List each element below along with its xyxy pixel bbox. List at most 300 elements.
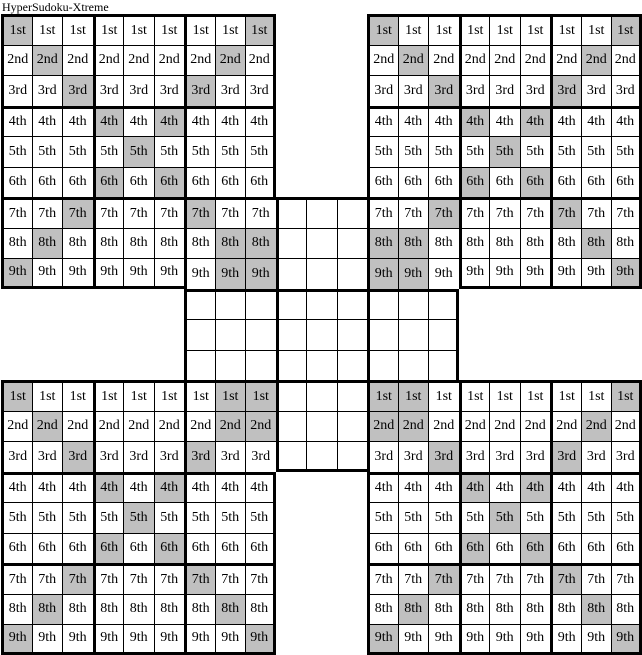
cell-r13c9: 1st [245,380,276,411]
cell-r1c15: 1st [428,14,459,45]
cell-r6c6: 6th [154,167,185,198]
cell-r20c5: 8th [123,594,154,625]
cell-r17c10 [276,502,307,533]
cell-r18c9: 6th [245,533,276,564]
cell-r13c14: 1st [398,380,429,411]
cell-r10c18 [520,289,551,320]
cell-r11c14 [398,319,429,350]
cell-r2c20: 2nd [581,45,612,76]
cell-r2c18: 2nd [520,45,551,76]
cell-r3c11 [306,75,337,106]
cell-r8c11 [306,228,337,259]
cell-r13c12 [337,380,368,411]
cell-r6c17: 6th [489,167,520,198]
cell-r21c20: 9th [581,624,612,655]
cell-r15c9: 3rd [245,441,276,472]
cell-r16c16: 4th [459,472,490,503]
cell-r7c15: 7th [428,197,459,228]
cell-r15c4: 3rd [93,441,124,472]
cell-r5c7: 5th [184,136,215,167]
cell-r7c1: 7th [1,197,32,228]
cell-r8c7: 8th [184,228,215,259]
cell-r9c2: 9th [32,258,63,289]
cell-r4c11 [306,106,337,137]
cell-r1c12 [337,14,368,45]
cell-r7c21: 7th [611,197,642,228]
cell-r1c5: 1st [123,14,154,45]
cell-r7c11 [306,197,337,228]
cell-r14c5: 2nd [123,411,154,442]
cell-r17c12 [337,502,368,533]
cell-r10c1 [1,289,32,320]
cell-r19c3: 7th [62,563,93,594]
cell-r3c18: 3rd [520,75,551,106]
cell-r14c9: 2nd [245,411,276,442]
cell-r20c15: 8th [428,594,459,625]
cell-r20c16: 8th [459,594,490,625]
cell-r14c14: 2nd [398,411,429,442]
cell-r5c17: 5th [489,136,520,167]
cell-r14c8: 2nd [215,411,246,442]
cell-r11c13 [367,319,398,350]
cell-r15c7: 3rd [184,441,215,472]
cell-r9c3: 9th [62,258,93,289]
cell-r9c17: 9th [489,258,520,289]
cell-r20c9: 8th [245,594,276,625]
cell-r6c11 [306,167,337,198]
cell-r11c11 [306,319,337,350]
cell-r18c20: 6th [581,533,612,564]
cell-r20c20: 8th [581,594,612,625]
cell-r17c8: 5th [215,502,246,533]
cell-r18c4: 6th [93,533,124,564]
cell-r14c18: 2nd [520,411,551,442]
cell-r4c10 [276,106,307,137]
cell-r1c1: 1st [1,14,32,45]
cell-r20c13: 8th [367,594,398,625]
cell-r1c14: 1st [398,14,429,45]
cell-r16c1: 4th [1,472,32,503]
cell-r6c8: 6th [215,167,246,198]
cell-r2c17: 2nd [489,45,520,76]
cell-r18c11 [306,533,337,564]
cell-r8c13: 8th [367,228,398,259]
cell-r9c5: 9th [123,258,154,289]
cell-r20c3: 8th [62,594,93,625]
cell-r9c21: 9th [611,258,642,289]
cell-r6c20: 6th [581,167,612,198]
cell-r9c4: 9th [93,258,124,289]
cell-r18c5: 6th [123,533,154,564]
cell-r20c1: 8th [1,594,32,625]
cell-r13c10 [276,380,307,411]
cell-r2c1: 2nd [1,45,32,76]
cell-r4c3: 4th [62,106,93,137]
cell-r18c19: 6th [550,533,581,564]
cell-r10c2 [32,289,63,320]
cell-r14c7: 2nd [184,411,215,442]
cell-r2c16: 2nd [459,45,490,76]
cell-r21c18: 9th [520,624,551,655]
cell-r15c17: 3rd [489,441,520,472]
cell-r10c4 [93,289,124,320]
cell-r4c6: 4th [154,106,185,137]
cell-r6c13: 6th [367,167,398,198]
cell-r16c12 [337,472,368,503]
cell-r7c4: 7th [93,197,124,228]
cell-r2c4: 2nd [93,45,124,76]
cell-r2c13: 2nd [367,45,398,76]
cell-r5c10 [276,136,307,167]
cell-r8c12 [337,228,368,259]
cell-r4c16: 4th [459,106,490,137]
cell-r21c2: 9th [32,624,63,655]
cell-r13c21: 1st [611,380,642,411]
cell-r19c5: 7th [123,563,154,594]
cell-r4c20: 4th [581,106,612,137]
cell-r19c14: 7th [398,563,429,594]
cell-r17c20: 5th [581,502,612,533]
cell-r4c8: 4th [215,106,246,137]
cell-r7c18: 7th [520,197,551,228]
cell-r10c14 [398,289,429,320]
cell-r13c1: 1st [1,380,32,411]
cell-r12c4 [93,350,124,381]
cell-r20c7: 8th [184,594,215,625]
cell-r11c7 [184,319,215,350]
cell-r3c19: 3rd [550,75,581,106]
cell-r10c3 [62,289,93,320]
cell-r15c3: 3rd [62,441,93,472]
cell-r4c9: 4th [245,106,276,137]
cell-r8c19: 8th [550,228,581,259]
cell-r20c4: 8th [93,594,124,625]
cell-r6c18: 6th [520,167,551,198]
cell-r4c1: 4th [1,106,32,137]
cell-r10c9 [245,289,276,320]
cell-r8c5: 8th [123,228,154,259]
cell-r17c6: 5th [154,502,185,533]
cell-r19c12 [337,563,368,594]
cell-r17c17: 5th [489,502,520,533]
cell-r2c8: 2nd [215,45,246,76]
cell-r16c5: 4th [123,472,154,503]
cell-r19c11 [306,563,337,594]
cell-r6c10 [276,167,307,198]
cell-r14c3: 2nd [62,411,93,442]
cell-r7c5: 7th [123,197,154,228]
cell-r14c1: 2nd [1,411,32,442]
cell-r6c21: 6th [611,167,642,198]
cell-r21c13: 9th [367,624,398,655]
cell-r11c16 [459,319,490,350]
cell-r10c15 [428,289,459,320]
cell-r18c7: 6th [184,533,215,564]
cell-r12c3 [62,350,93,381]
cell-r21c9: 9th [245,624,276,655]
cell-r18c17: 6th [489,533,520,564]
cell-r7c6: 7th [154,197,185,228]
cell-r17c9: 5th [245,502,276,533]
cell-r19c4: 7th [93,563,124,594]
cell-r15c15: 3rd [428,441,459,472]
cell-r5c18: 5th [520,136,551,167]
cell-r8c2: 8th [32,228,63,259]
cell-r3c9: 3rd [245,75,276,106]
cell-r6c4: 6th [93,167,124,198]
cell-r12c6 [154,350,185,381]
cell-r18c6: 6th [154,533,185,564]
cell-r1c21: 1st [611,14,642,45]
cell-r19c1: 7th [1,563,32,594]
cell-r4c19: 4th [550,106,581,137]
cell-r12c18 [520,350,551,381]
cell-r18c18: 6th [520,533,551,564]
cell-r1c20: 1st [581,14,612,45]
cell-r11c21 [611,319,642,350]
cell-r18c2: 6th [32,533,63,564]
cell-r9c10 [276,258,307,289]
cell-r21c10 [276,624,307,655]
cell-r8c8: 8th [215,228,246,259]
cell-r18c15: 6th [428,533,459,564]
cell-r14c20: 2nd [581,411,612,442]
cell-r20c8: 8th [215,594,246,625]
cell-r18c16: 6th [459,533,490,564]
cell-r16c15: 4th [428,472,459,503]
cell-r7c7: 7th [184,197,215,228]
cell-r7c16: 7th [459,197,490,228]
cell-r11c9 [245,319,276,350]
cell-r19c21: 7th [611,563,642,594]
cell-r13c3: 1st [62,380,93,411]
cell-r8c17: 8th [489,228,520,259]
cell-r15c19: 3rd [550,441,581,472]
cell-r2c11 [306,45,337,76]
cell-r15c10 [276,441,307,472]
cell-r21c5: 9th [123,624,154,655]
cell-r3c6: 3rd [154,75,185,106]
cell-r4c13: 4th [367,106,398,137]
cell-r5c3: 5th [62,136,93,167]
cell-r10c6 [154,289,185,320]
cell-r13c17: 1st [489,380,520,411]
cell-r9c12 [337,258,368,289]
cell-r21c11 [306,624,337,655]
cell-r1c7: 1st [184,14,215,45]
cell-r16c3: 4th [62,472,93,503]
cell-r11c5 [123,319,154,350]
cell-r5c4: 5th [93,136,124,167]
cell-r15c14: 3rd [398,441,429,472]
cell-r12c19 [550,350,581,381]
cell-r2c12 [337,45,368,76]
cell-r19c17: 7th [489,563,520,594]
cell-r18c3: 6th [62,533,93,564]
cell-r16c21: 4th [611,472,642,503]
cell-r20c11 [306,594,337,625]
cell-r16c4: 4th [93,472,124,503]
cell-r2c10 [276,45,307,76]
cell-r12c11 [306,350,337,381]
cell-r15c11 [306,441,337,472]
cell-r5c11 [306,136,337,167]
cell-r19c15: 7th [428,563,459,594]
cell-r13c6: 1st [154,380,185,411]
cell-r3c3: 3rd [62,75,93,106]
cell-r1c13: 1st [367,14,398,45]
cell-r7c19: 7th [550,197,581,228]
cell-r21c21: 9th [611,624,642,655]
cell-r18c21: 6th [611,533,642,564]
cell-r10c19 [550,289,581,320]
cell-r14c11 [306,411,337,442]
cell-r18c14: 6th [398,533,429,564]
cell-r8c4: 8th [93,228,124,259]
cell-r14c19: 2nd [550,411,581,442]
cell-r20c12 [337,594,368,625]
cell-r12c9 [245,350,276,381]
cell-r12c15 [428,350,459,381]
cell-r15c6: 3rd [154,441,185,472]
cell-r16c9: 4th [245,472,276,503]
cell-r19c2: 7th [32,563,63,594]
cell-r17c5: 5th [123,502,154,533]
cell-r5c8: 5th [215,136,246,167]
cell-r19c6: 7th [154,563,185,594]
cell-r9c18: 9th [520,258,551,289]
cell-r12c8 [215,350,246,381]
cell-r3c21: 3rd [611,75,642,106]
cell-r9c15: 9th [428,258,459,289]
cell-r2c2: 2nd [32,45,63,76]
cell-r4c21: 4th [611,106,642,137]
cell-r9c19: 9th [550,258,581,289]
cell-r4c4: 4th [93,106,124,137]
cell-r17c7: 5th [184,502,215,533]
cell-r17c11 [306,502,337,533]
cell-r4c17: 4th [489,106,520,137]
cell-r16c20: 4th [581,472,612,503]
cell-r3c12 [337,75,368,106]
cell-r15c12 [337,441,368,472]
cell-r1c9: 1st [245,14,276,45]
cell-r9c16: 9th [459,258,490,289]
cell-r2c21: 2nd [611,45,642,76]
cell-r3c17: 3rd [489,75,520,106]
cell-r4c5: 4th [123,106,154,137]
cell-r4c7: 4th [184,106,215,137]
cell-r18c10 [276,533,307,564]
cell-r13c5: 1st [123,380,154,411]
cell-r19c18: 7th [520,563,551,594]
cell-r19c8: 7th [215,563,246,594]
cell-r16c6: 4th [154,472,185,503]
cell-r8c3: 8th [62,228,93,259]
cell-r7c9: 7th [245,197,276,228]
cell-r3c20: 3rd [581,75,612,106]
cell-r10c16 [459,289,490,320]
cell-r8c14: 8th [398,228,429,259]
cell-r11c17 [489,319,520,350]
cell-r11c4 [93,319,124,350]
cell-r2c14: 2nd [398,45,429,76]
cell-r12c12 [337,350,368,381]
cell-r7c13: 7th [367,197,398,228]
cell-r6c19: 6th [550,167,581,198]
cell-r7c20: 7th [581,197,612,228]
cell-r3c8: 3rd [215,75,246,106]
cell-r6c9: 6th [245,167,276,198]
cell-r5c14: 5th [398,136,429,167]
cell-r4c15: 4th [428,106,459,137]
cell-r12c2 [32,350,63,381]
cell-r14c10 [276,411,307,442]
puzzle-title: HyperSudoku-Xtreme [2,0,109,14]
cell-r15c8: 3rd [215,441,246,472]
cell-r11c20 [581,319,612,350]
cell-r3c2: 3rd [32,75,63,106]
cell-r8c20: 8th [581,228,612,259]
cell-r10c10 [276,289,307,320]
cell-r18c13: 6th [367,533,398,564]
cell-r3c16: 3rd [459,75,490,106]
cell-r17c2: 5th [32,502,63,533]
cell-r5c20: 5th [581,136,612,167]
cell-r11c12 [337,319,368,350]
cell-r15c16: 3rd [459,441,490,472]
cell-r13c15: 1st [428,380,459,411]
cell-r21c6: 9th [154,624,185,655]
cell-r12c14 [398,350,429,381]
cell-r12c16 [459,350,490,381]
cell-r7c14: 7th [398,197,429,228]
cell-r19c10 [276,563,307,594]
cell-r14c21: 2nd [611,411,642,442]
cell-r8c18: 8th [520,228,551,259]
cell-r13c4: 1st [93,380,124,411]
cell-r21c1: 9th [1,624,32,655]
cell-r3c4: 3rd [93,75,124,106]
cell-r17c19: 5th [550,502,581,533]
cell-r11c15 [428,319,459,350]
cell-r9c9: 9th [245,258,276,289]
cell-r20c19: 8th [550,594,581,625]
cell-r1c18: 1st [520,14,551,45]
cell-r5c9: 5th [245,136,276,167]
cell-r21c7: 9th [184,624,215,655]
cell-r3c15: 3rd [428,75,459,106]
cell-r5c5: 5th [123,136,154,167]
cell-r5c6: 5th [154,136,185,167]
cell-r8c16: 8th [459,228,490,259]
cell-r1c4: 1st [93,14,124,45]
cell-r1c3: 1st [62,14,93,45]
cell-r21c19: 9th [550,624,581,655]
cell-r11c18 [520,319,551,350]
cell-r5c15: 5th [428,136,459,167]
cell-r21c12 [337,624,368,655]
cell-r10c11 [306,289,337,320]
cell-r1c10 [276,14,307,45]
cell-r17c14: 5th [398,502,429,533]
cell-r13c16: 1st [459,380,490,411]
cell-r7c17: 7th [489,197,520,228]
cell-r2c6: 2nd [154,45,185,76]
cell-r7c8: 7th [215,197,246,228]
cell-r20c17: 8th [489,594,520,625]
cell-r1c2: 1st [32,14,63,45]
